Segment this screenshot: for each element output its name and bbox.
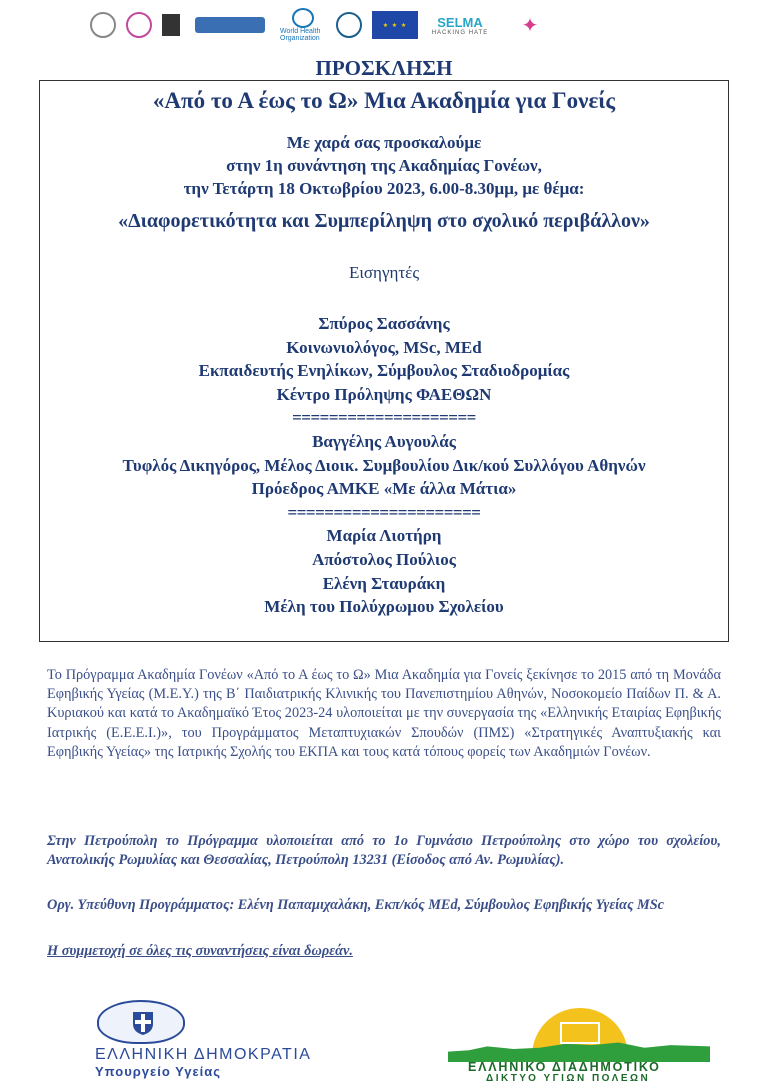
speaker-name: Σπύρος Σασσάνης	[318, 314, 450, 333]
intro-line-1: Με χαρά σας προσκαλούμε	[286, 133, 482, 152]
speaker-group-role: Μέλη του Πολύχρωμου Σχολείου	[264, 597, 504, 617]
speaker-name: Μαρία Λιοτήρη	[326, 526, 442, 546]
youth-logo: ✦	[521, 14, 539, 37]
speaker-name: Ελένη Σταυράκη	[322, 573, 446, 593]
venue-info: Στην Πετρούπολη το Πρόγραμμα υλοποιείται από το 1ο Γυμνάσιο Πετρούπολης στο χώρο του σχολείου, Ανατολικής Ρωμυλίας και Θεσσαλίας, Πετρούπολη 13231 (Είσοδος από Αν. Ρωμυλίας).	[47, 833, 721, 869]
free-participation-note: Η συμμετοχή σε όλες τις συναντήσεις είναι δωρεάν.	[47, 943, 353, 959]
selma-label: SELMA	[437, 14, 483, 30]
greek-emblem-icon	[97, 1000, 185, 1044]
speaker-role: Εκπαιδευτής Ενηλίκων, Σύμβουλος Σταδιοδρομίας	[198, 361, 570, 381]
selma-logo	[428, 8, 492, 42]
adolescent-medicine-society-logo	[90, 8, 116, 42]
healthy-cities-network-logo	[448, 1008, 710, 1084]
program-coordinator: Οργ. Υπεύθυνη Προγράμματος: Ελένη Παπαμιχαλάκη, Εκπ/κός MEd, Σύμβουλος Εφηβικής Υγείας MSc	[47, 897, 665, 913]
eu-stars: ★ ★ ★	[382, 22, 408, 29]
ministry-name: Υπουργείο Υγείας	[95, 1064, 222, 1079]
who-logo	[280, 8, 326, 42]
temple-icon	[560, 1022, 600, 1044]
partner-logo-circle	[126, 8, 152, 42]
network-name-line1: ΕΛΛΗΝΙΚΟ ΔΙΑΔΗΜΟΤΙΚΟ	[468, 1060, 661, 1074]
selma-sub: HACKING HATE	[431, 29, 489, 36]
ekpa-logo	[162, 8, 180, 42]
hellenic-republic-ministry-logo	[95, 1000, 375, 1080]
partner-logos-strip	[90, 6, 700, 44]
separator: =====================	[287, 502, 481, 522]
eu-flag-logo	[372, 11, 418, 39]
separator: ====================	[292, 408, 476, 428]
program-description: Το Πρόγραμμα Ακαδημία Γονέων «Από το Α έως το Ω» Μια Ακαδημία για Γονείς ξεκίνησε το 2015 από τη Μονάδα Εφηβικής Υγείας (Μ.Ε.Υ.) της Β΄ Παιδιατρικής Κλινικής του Πανεπιστημίου Αθηνών, Νοσοκομείο Παίδων Π. & Α. Κυριακού και κατά το Ακαδημαϊκό Έτος 2023-24 υλοποιείται με την συνεργασία της «Ελληνικής Εταιρίας Εφηβικής Ιατρικής (Ε.Ε.Ε.Ι.)», του Προγράμματος Μεταπτυχιακών Σπουδών (ΠΜΣ) «Στρατηγικές Αναπτυξιακής και Εφηβικής Υγείας» της Ιατρικής Σχολής του ΕΚΠΑ και τους κατά τόπους φορείς των Ακαδημιών Γονέων.	[47, 667, 721, 760]
adolescent-health-logo	[336, 8, 362, 42]
government-name: ΕΛΛΗΝΙΚΗ ΔΗΜΟΚΡΑΤΙΑ	[95, 1046, 312, 1063]
speaker-role: Κέντρο Πρόληψης ΦΑΕΘΩΝ	[276, 384, 492, 404]
intro-line-3: την Τετάρτη 18 Οκτωβρίου 2023, 6.00-8.30μμ, με θέμα:	[183, 179, 585, 198]
meeting-topic: «Διαφορετικότητα και Συμπερίληψη στο σχολικό περιβάλλον»	[118, 210, 650, 232]
intro-line-2: στην 1η συνάντηση της Ακαδημίας Γονέων,	[226, 156, 542, 175]
speaker-role: Κοινωνιολόγος, MSc, MEd	[286, 337, 482, 357]
cross-shield-icon	[131, 1010, 155, 1036]
university-logo	[190, 8, 270, 42]
invitation-heading: ΠΡΟΣΚΛΗΣΗ	[315, 56, 453, 80]
speakers-list	[39, 312, 729, 619]
speakers-label: Εισηγητές	[348, 263, 420, 282]
speaker-name: Απόστολος Πούλιος	[312, 549, 456, 569]
network-name-line2: ΔΙΚΤΥΟ ΥΓΙΩΝ ΠΟΛΕΩΝ	[486, 1073, 651, 1084]
speaker-name: Βαγγέλης Αυγουλάς	[312, 431, 456, 451]
academy-title: «Από το Α έως το Ω» Μια Ακαδημία για Γονείς	[152, 88, 616, 113]
speaker-role: Πρόεδρος ΑΜΚΕ «Με άλλα Μάτια»	[251, 479, 517, 499]
speaker-role: Τυφλός Δικηγόρος, Μέλος Διοικ. Συμβουλίου Δικ/κού Συλλόγου Αθηνών	[122, 455, 646, 475]
invitation-intro	[39, 131, 729, 200]
who-label: World Health Organization	[280, 28, 321, 42]
